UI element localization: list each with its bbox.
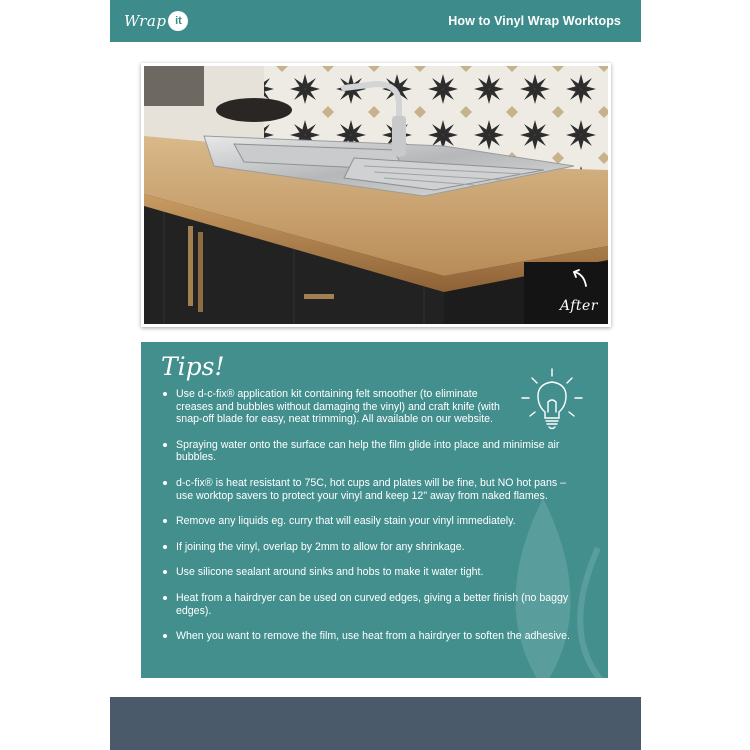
tip-item: If joining the vinyl, overlap by 2mm to allow for any shrinkage. [163,541,583,554]
after-caption: After [559,298,598,314]
tip-item: When you want to remove the film, use heat from a hairdryer to soften the adhesive. [163,630,583,643]
wrapit-logo [124,11,188,31]
tip-item: Remove any liquids eg. curry that will easily stain your vinyl immediately. [163,515,583,528]
tip-item: d-c-fix® is heat resistant to 75C, hot cups and plates will be fine, but NO hot pans – use worktop savers to protect your vinyl and keep 12" away from naked flames. [163,477,583,502]
footer-band [110,697,641,750]
tips-panel [141,342,608,678]
logo-text: Wrap [124,12,167,30]
tip-item: Spraying water onto the surface can help the film glide into place and minimise air bubbles. [163,439,583,464]
header-band [110,0,641,42]
kitchen-illustration [144,66,608,324]
kitchen-photo [144,66,608,324]
tip-item: Use d-c-fix® application kit containing felt smoother (to eliminate creases and bubbles without damaging the vinyl) and craft knife (with snap-off blade for easy, neat trimming). All available on our website. [163,388,505,426]
curved-arrow-icon [568,268,590,290]
lightbulb-icon [518,366,590,438]
page-title: How to Vinyl Wrap Worktops [448,14,621,28]
tip-item: Heat from a hairdryer can be used on curved edges, giving a better finish (no baggy edges). [163,592,583,617]
kitchen-photo-frame [141,63,611,327]
logo-badge: it [168,11,188,31]
tips-title: Tips! [161,352,225,381]
tip-item: Use silicone sealant around sinks and hobs to make it water tight. [163,566,583,579]
